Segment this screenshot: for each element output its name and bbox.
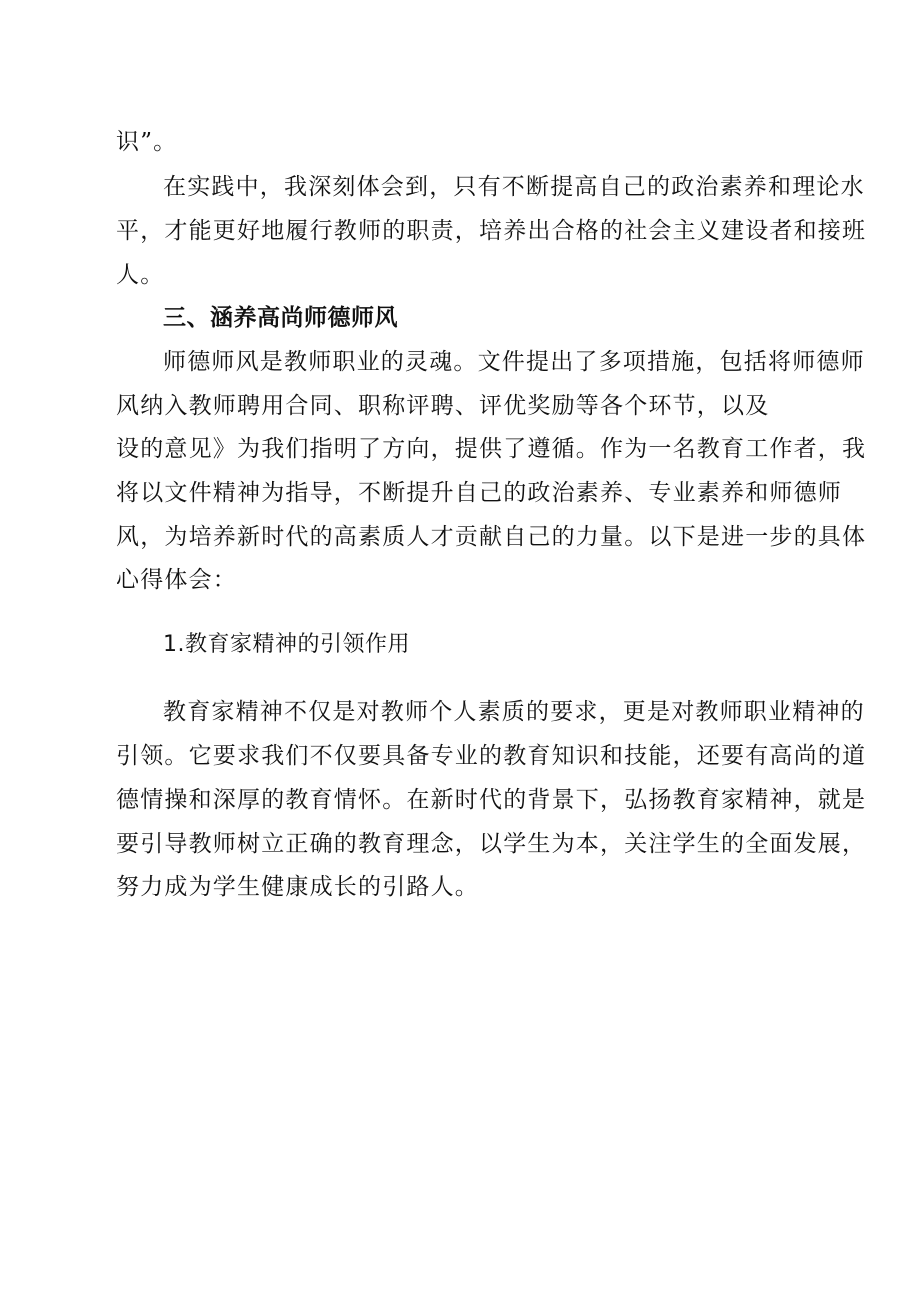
- subsection-heading: 1.教育家精神的引领作用: [163, 632, 410, 657]
- paragraph-line: 平，才能更好地履行教师的职责，培养出合格的社会主义建设者和接班: [116, 218, 867, 244]
- paragraph-line: 努力成为学生健康成长的引路人。: [116, 874, 479, 900]
- paragraph-line: 将以文件精神为指导，不断提升自己的政治素养、专业素养和师德师: [116, 480, 842, 506]
- paragraph-line: 教育家精神不仅是对教师个人素质的要求，更是对教师职业精神的: [163, 699, 865, 725]
- paragraph-line: 人。: [116, 262, 165, 288]
- paragraph-line: 要引导教师树立正确的教育理念，以学生为本，关注学生的全面发展，: [116, 831, 867, 857]
- paragraph-line: 德情操和深厚的教育情怀。在新时代的背景下，弘扬教育家精神，就是: [116, 787, 867, 813]
- paragraph-line: 心得体会：: [116, 567, 237, 593]
- paragraph-line: 风纳入教师聘用合同、职称评聘、评优奖励等各个环节，以及: [116, 393, 770, 419]
- paragraph-line: 风，为培养新时代的高素质人才贡献自己的力量。以下是进一步的具体: [116, 524, 867, 550]
- paragraph-line: 识”。: [116, 129, 178, 155]
- paragraph-line: 设的意见》为我们指明了方向，提供了遵循。作为一名教育工作者，我: [116, 436, 867, 462]
- section-heading: 三、涵养高尚师德师风: [163, 305, 398, 331]
- paragraph-line: 引领。它要求我们不仅要具备专业的教育知识和技能，还要有高尚的道: [116, 743, 867, 769]
- paragraph-line: 在实践中，我深刻体会到，只有不断提高自己的政治素养和理论水: [163, 174, 865, 200]
- paragraph-line: 师德师风是教师职业的灵魂。文件提出了多项措施，包括将师德师: [163, 349, 865, 375]
